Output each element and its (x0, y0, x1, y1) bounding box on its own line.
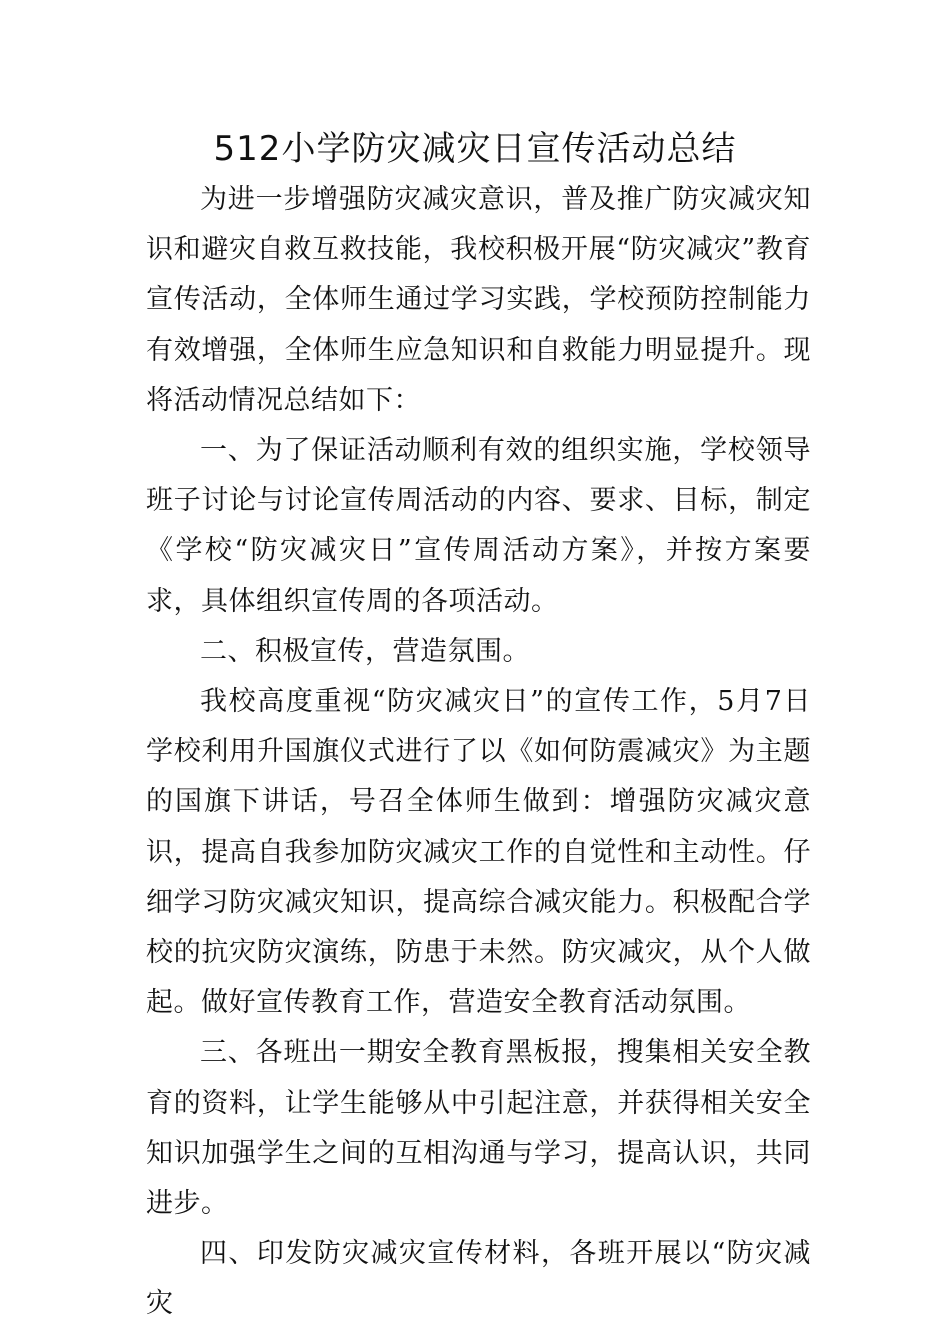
paragraph-section-1: 一、为了保证活动顺利有效的组织实施，学校领导班子讨论与讨论宣传周活动的内容、要求、目标，制定《学校“防灾减灾日”宣传周活动方案》，并按方案要求，具体组织宣传周的各项活动。 (146, 435, 811, 617)
paragraph-section-2-heading: 二、积极宣传，营造氛围。 (200, 635, 530, 667)
document-body (146, 175, 811, 1330)
paragraph-intro: 为进一步增强防灾减灾意识，普及推广防灾减灾知识和避灾自救互救技能，我校积极开展“防灾减灾”教育宣传活动，全体师生通过学习实践，学校预防控制能力有效增强，全体师生应急知识和自救能力明显提升。现将活动情况总结如下： (146, 184, 811, 416)
paragraph-section-4: 四、印发防灾减灾宣传材料，各班开展以“防灾减灾 (146, 1238, 811, 1320)
paragraph-section-3: 三、各班出一期安全教育黑板报，搜集相关安全教育的资料，让学生能够从中引起注意，并获得相关安全知识加强学生之间的互相沟通与学习，提高认识，共同进步。 (146, 1037, 811, 1220)
paragraph-section-2-body: 我校高度重视“防灾减灾日”的宣传工作，5月7日学校利用升国旗仪式进行了以《如何防震减灾》为主题的国旗下讲话，号召全体师生做到：增强防灾减灾意识，提高自我参加防灾减灾工作的自觉性和主动性。仔细学习防灾减灾知识，提高综合减灾能力。积极配合学校的抗灾防灾演练，防患于未然。防灾减灾，从个人做起。做好宣传教育工作，营造安全教育活动氛围。 (146, 686, 811, 1019)
document-title: 512小学防灾减灾日宣传活动总结 (213, 129, 737, 169)
